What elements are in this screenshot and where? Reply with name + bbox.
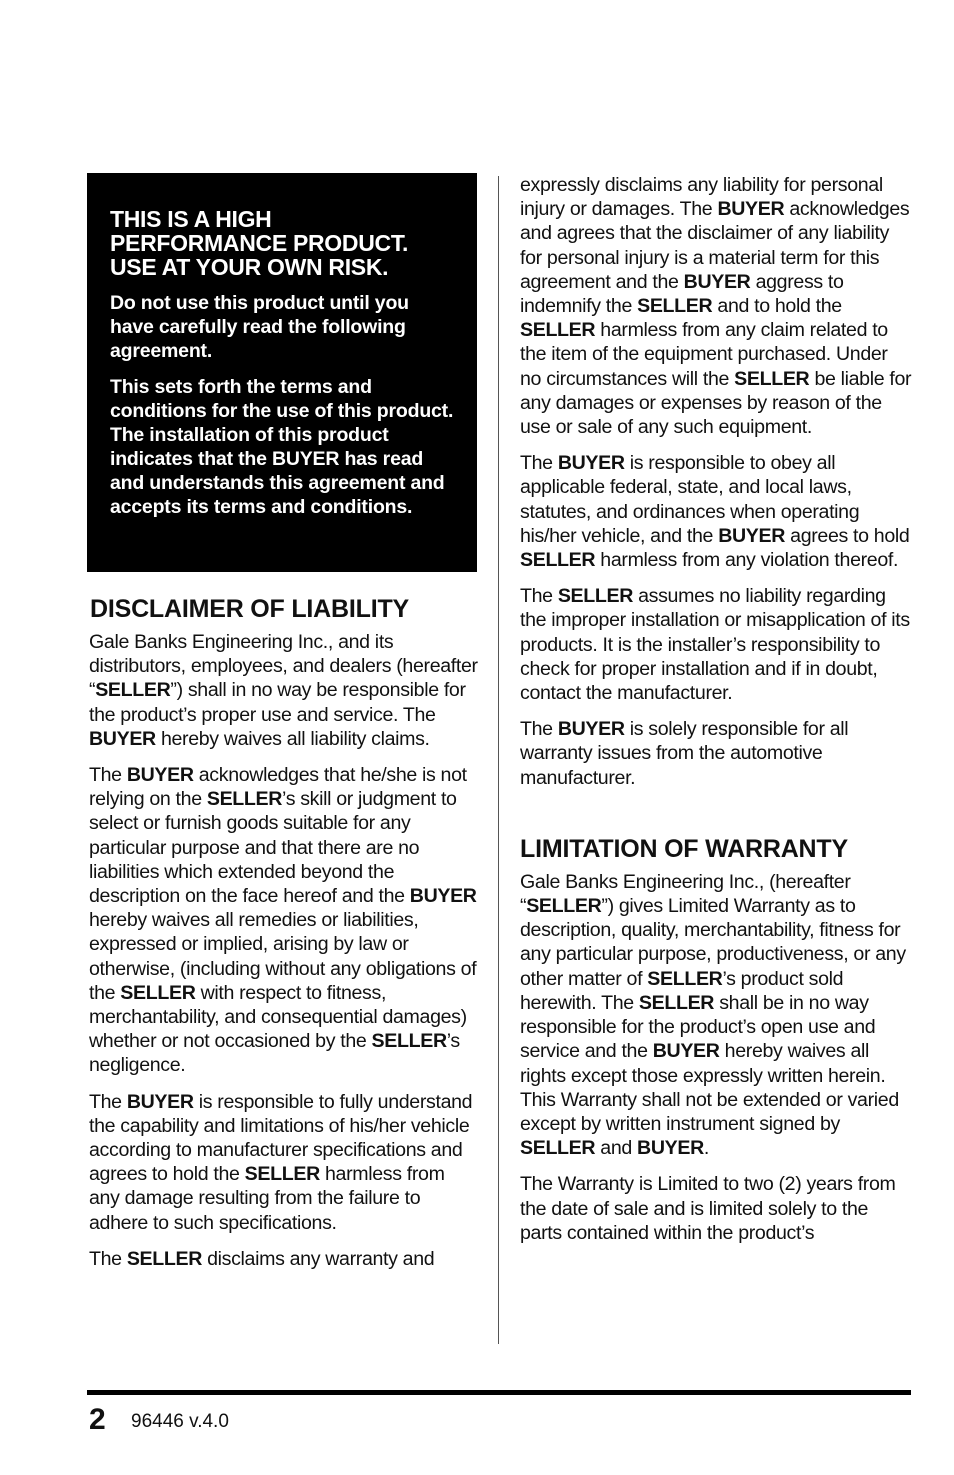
disclaimer-paragraph: The SELLER assumes no liability regarding the improper installation or misapplication of its products. It is the installer’s responsibility to check for proper installation and if in doubt, contact the manufacturer. [520,585,910,705]
bold-term: SELLER [244,1163,320,1186]
bold-term: SELLER [647,967,723,990]
bold-term: BUYER [89,727,156,750]
bold-term: BUYER [126,764,194,787]
bold-term: BUYER [683,270,751,293]
disclaimer-paragraph: The BUYER is responsible to obey all applicable federal, state, and local laws, statutes, and ordinances when operating his/her vehicle, and the BUYER agrees to hold SELLER harmless from any violation thereof. [520,452,910,572]
right-column [520,173,912,1257]
bold-term: SELLER [520,549,596,572]
disclaimer-paragraph: expressly disclaims any liability for personal injury or damages. The BUYER acknowledges and agrees that the disclaimer of any liability for personal injury is a material term for this agreement and the BUYER aggress to indemnify the SELLER and to hold the SELLER harmless from any claim related to the item of the equipment purchased. Under no circumstances will the SELLER be liable for any damages or expenses by reason of the use or sale of any such equipment. [520,174,912,439]
bold-term: BUYER [126,1090,194,1113]
bold-term: BUYER [717,198,785,221]
warning-paragraph: Do not use this product until you have carefully read the following agreement. [110,292,409,362]
document-code: 96446 v.4.0 [131,1411,229,1432]
left-column [87,173,479,1283]
disclaimer-paragraph: The BUYER is solely responsible for all warranty issues from the automotive manufacturer. [520,718,849,789]
bold-term: SELLER [557,585,634,608]
warning-title-line: THIS IS A HIGH [110,206,272,232]
bold-term: BUYER [409,885,477,908]
bold-term: SELLER [638,991,715,1014]
bold-term: SELLER [526,895,602,918]
bold-term: SELLER [520,1137,596,1160]
warning-title-line: USE AT YOUR OWN RISK. [110,254,389,280]
column-divider [498,176,499,1344]
warranty-paragraph: Gale Banks Engineering Inc., (hereafter “SELLER”) gives Limited Warranty as to description, quality, merchantability, fitness for any particular purpose, productiveness, or any other matter of SELLER’s product sold herewith. The SELLER shall be in no way responsible for the product’s open use and service and the BUYER hereby waives all rights except those expressly written herein. This Warranty shall not be extended or varied except by written instrument signed by SELLER and BUYER. [520,870,906,1160]
bold-term: BUYER [652,1040,720,1063]
bold-term: SELLER [206,788,283,811]
warning-box [87,173,477,572]
bold-term: SELLER [371,1030,447,1053]
disclaimer-paragraph: The BUYER acknowledges that he/she is not relying on the SELLER’s skill or judgment to select or furnish goods suitable for any particular purpose and that there are no liabilities which extended beyond the description on the face hereof and the BUYER hereby waives all remedies or liabilities, expressed or implied, arising by law or otherwise, (including without any obligations of the SELLER with respect to fitness, merchantability, and consequential damages) whether or not occasioned by the SELLER’s negligence. [89,764,477,1077]
disclaimer-paragraph: Gale Banks Engineering Inc., and its distributors, employees, and dealers (hereafter “SELLER”) shall in no way be responsible for the product’s proper use and service. The BUYER hereby waives all liability claims. [89,631,478,750]
bold-term: SELLER [95,679,171,702]
warning-title-line: PERFORMANCE PRODUCT. [110,230,409,256]
bold-term: BUYER [637,1137,704,1160]
bold-term: SELLER [520,319,596,342]
section-spacer [520,802,912,834]
bold-term: SELLER [126,1247,203,1270]
bold-term: SELLER [637,295,713,318]
bold-term: BUYER [718,524,786,547]
footer-rule [87,1390,911,1395]
disclaimer-heading: DISCLAIMER OF LIABILITY [90,595,409,623]
warning-title [110,207,455,279]
page-number: 2 [89,1403,106,1436]
bold-term: BUYER [557,718,625,741]
disclaimer-paragraph: The BUYER is responsible to fully understand the capability and limitations of his/her vehicle according to manufacturer specifications and agrees to hold the SELLER harmless from any damage resulting from the failure to adhere to such specifications. [89,1090,473,1234]
disclaimer-paragraph: The SELLER disclaims any warranty and [89,1247,435,1270]
warning-paragraph: This sets forth the terms and conditions for the use of this product. The installation of this product indicates that the BUYER has read and understands this agreement and accepts its terms and conditions. [110,376,454,518]
warranty-heading: LIMITATION OF WARRANTY [520,834,848,863]
bold-term: SELLER [120,981,196,1004]
warranty-paragraph: The Warranty is Limited to two (2) years from the date of sale and is limited solely to the parts contained within the product’s [520,1173,896,1244]
bold-term: BUYER [557,452,625,475]
bold-term: SELLER [734,367,810,390]
